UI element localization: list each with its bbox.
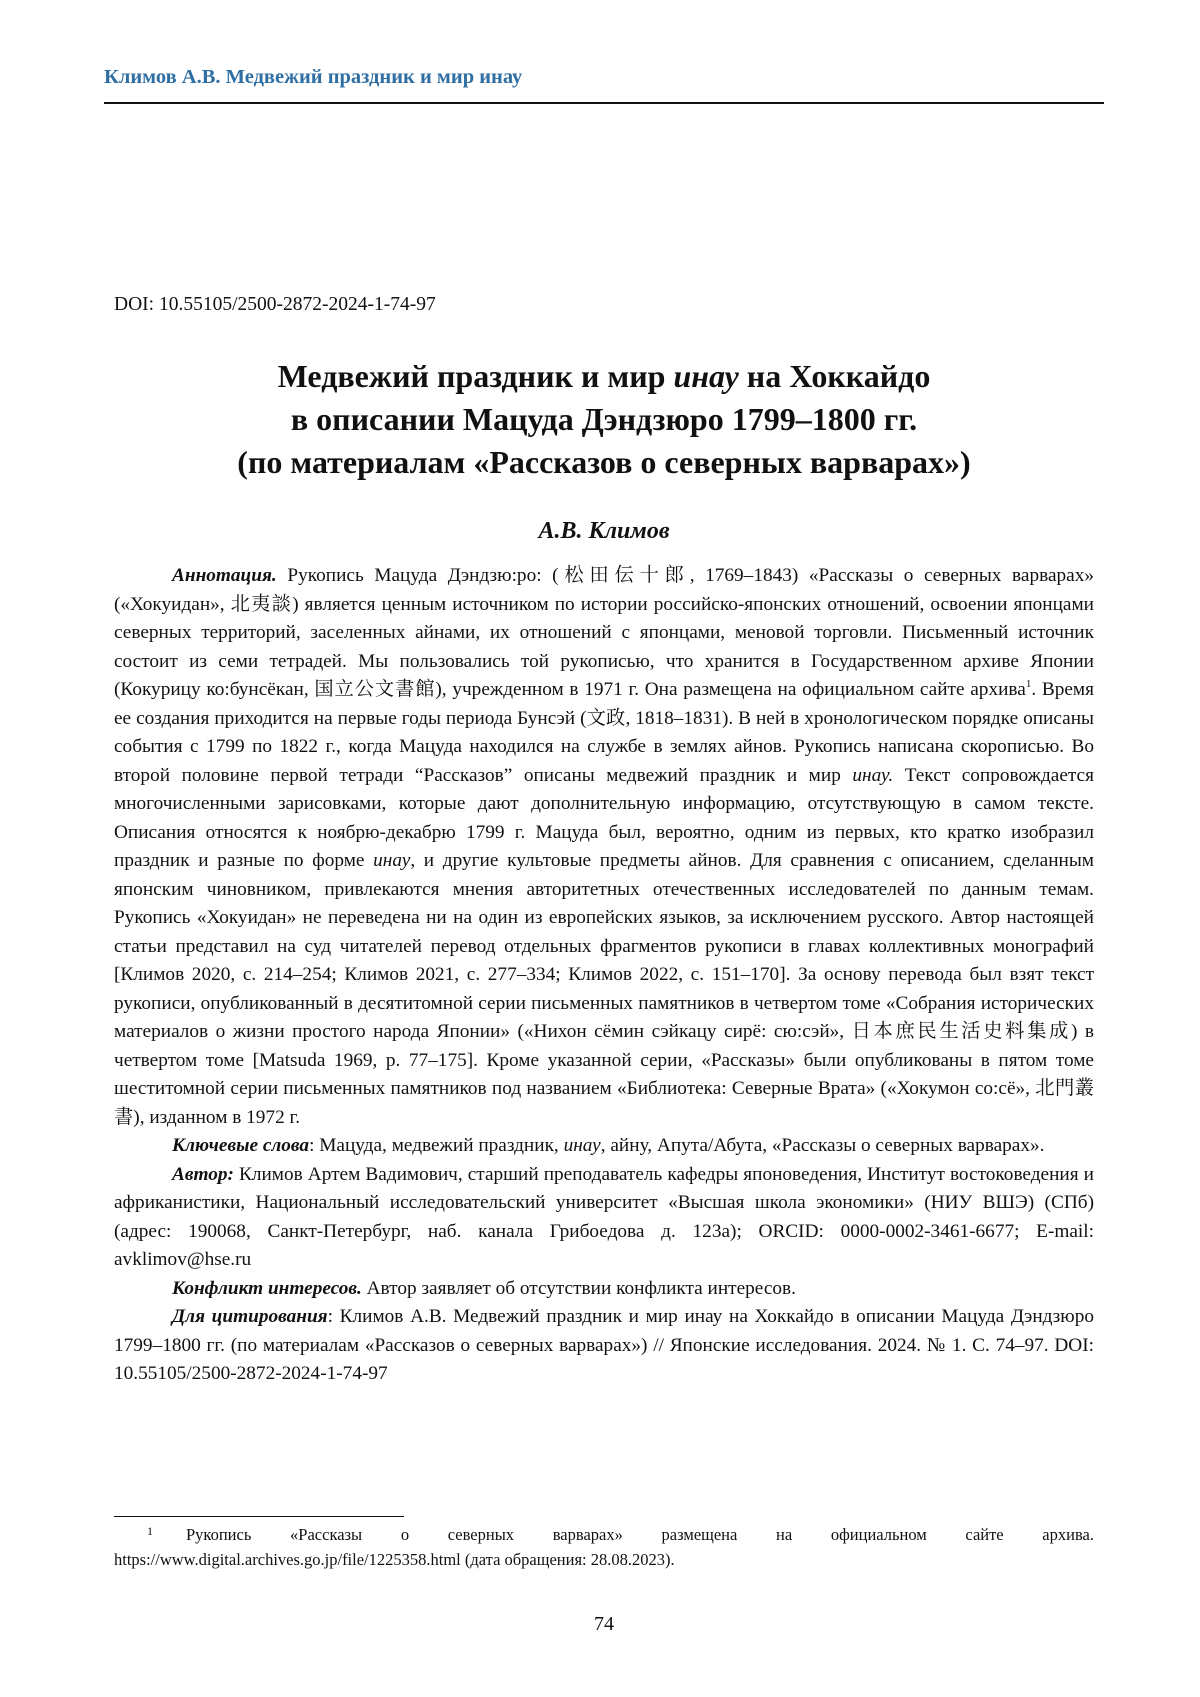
conflict-text: Автор заявляет об отсутствии конфликта интересов. — [361, 1277, 796, 1299]
footnote-reference[interactable]: 1 — [1025, 678, 1032, 690]
abstract-text-3: Текст сопровождается многочисленными зарисовками, которые дают дополнительную информацию, отсутствующую в самом тексте. Описания относятся к ноябрю-декабрю 1799 г. Мацуда был, вероятно, одним из первых, кто кратко изобразил праздник и разные по форме — [114, 764, 1094, 871]
abstract-italic-1: инау. — [852, 764, 894, 786]
abstract-paragraph — [114, 562, 1094, 1132]
running-header: Климов А.В. Медвежий праздник и мир инау — [104, 66, 523, 88]
header-divider — [104, 102, 1104, 104]
keywords-paragraph — [114, 1132, 1094, 1161]
citation-label: Для цитирования — [172, 1306, 328, 1327]
abstract-text-1: Рукопись Мацуда Дэндзю:ро: (松田伝十郎, 1769–1843) «Рассказы о северных варварах» («Хокуидан», 北夷談) является ценным источником по истории российско-японских отношений, освоении японцами северных территорий, заселенных айнами, их отношений с японцами, меновой торговли. Письменный источник состоит из семи тетрадей. Мы пользовались той рукописью, что хранится в Государственном архиве Японии (Кокурицу ко:бунсёкан, 国立公文書館), учрежденном в 1971 г. Она размещена на официальном сайте архива — [114, 565, 1094, 700]
title-line-1 — [114, 355, 1094, 398]
abstract-italic-2: инау — [373, 850, 411, 871]
page-number: 74 — [594, 1613, 614, 1635]
title-line-1-start: Медвежий праздник и мир — [277, 358, 674, 394]
keywords-text-1: : Мацуда, медвежий праздник, — [309, 1135, 564, 1156]
conflict-paragraph — [114, 1275, 1094, 1304]
article-front-matter — [114, 562, 1094, 1389]
footnote-text: Рукопись «Рассказы о северных варварах» размещена на официальном сайте архива. https://www.digital.archives.go.jp/file/1225358.html (дата обращения: 28.08.2023). — [114, 1525, 1094, 1569]
title-line-3: (по материалам «Рассказов о северных варварах») — [237, 444, 971, 480]
abstract-label: Аннотация. — [172, 565, 277, 586]
title-line-1-end: на Хоккайдо — [738, 358, 931, 394]
author-info-label: Автор: — [172, 1163, 234, 1185]
article-title — [114, 355, 1094, 484]
abstract-text-2: . Время ее создания приходится на первые годы периода Бунсэй (文政, 1818–1831). В ней в хронологическом порядке описаны события с 1799 по 1822 г., когда Мацуда находился на службе в землях айнов. Рукопись написана скорописью. Во второй половине первой тетради “Рассказов” описаны медвежий праздник и мир — [114, 679, 1094, 786]
author-info-paragraph — [114, 1161, 1094, 1275]
doi-line: DOI: 10.55105/2500-2872-2024-1-74-97 — [114, 294, 436, 315]
keywords-text-2: , айну, Апута/Абута, «Рассказы о северных варварах». — [600, 1135, 1045, 1156]
keywords-label: Ключевые слова — [172, 1135, 310, 1156]
abstract-text-4: , и другие культовые предметы айнов. Для сравнения с описанием, сделанным японским чиновником, привлекаются мнения авторитетных отечественных исследователей по данным темам. Рукопись «Хокуидан» не переведена ни на один из европейских языков, за исключением русского. Автор настоящей статьи представил на суд читателей перевод отдельных фрагментов рукописи в главах коллективных монографий [Климов 2020, с. 214–254; Климов 2021, с. 277–334; Климов 2022, с. 151–170]. За основу перевода был взят текст рукописи, опубликованный в десятитомной серии письменных памятников в четвертом томе «Собрания исторических материалов о жизни простого народа Японии» («Нихон сёмин сэйкацу сирё: сю:сэй», 日本庶民生活史料集成) в четвертом томе [Matsuda 1969, p. 77–175]. Кроме указанной серии, «Рассказы» были опубликованы в пятом томе шеститомной серии письменных памятников под названием «Библиотека: Северные Врата» («Хокумон со:сё», 北門叢書), изданном в 1972 г. — [114, 850, 1094, 1128]
title-line-2: в описании Мацуда Дэндзюро 1799–1800 гг. — [290, 401, 918, 437]
keywords-italic: инау — [563, 1135, 601, 1156]
author-name: А.В. Климов — [538, 518, 670, 544]
citation-paragraph — [114, 1303, 1094, 1389]
conflict-label: Конфликт интересов. — [172, 1277, 362, 1299]
citation-text: : Климов А.В. Медвежий праздник и мир инау на Хоккайдо в описании Мацуда Дэндзюро 1799–1800 гг. (по материалам «Рассказов о северных варварах») // Японские исследования. 2024. № 1. С. 74–97. DOI: 10.55105/2500-2872-2024-1-74-97 — [114, 1306, 1094, 1384]
author-info-text: Климов Артем Вадимович, старший преподаватель кафедры японоведения, Институт востоковедения и африканистики, Национальный исследовательский университет «Высшая школа экономики» (НИУ ВШЭ) (СПб) (адрес: 190068, Санкт-Петербург, наб. канала Грибоедова д. 123а); ORCID: 0000-0002-3461-6677; E-mail: avklimov@hse.ru — [114, 1163, 1094, 1270]
footnote: 1 Рукопись «Рассказы о северных варварах» размещена на официальном сайте архива. https://www.digital.archives.go.jp/file/1225358.html (дата обращения: 28.08.2023). — [114, 1524, 1094, 1569]
title-italic-term: инау — [673, 358, 739, 394]
footnote-divider — [114, 1516, 404, 1517]
